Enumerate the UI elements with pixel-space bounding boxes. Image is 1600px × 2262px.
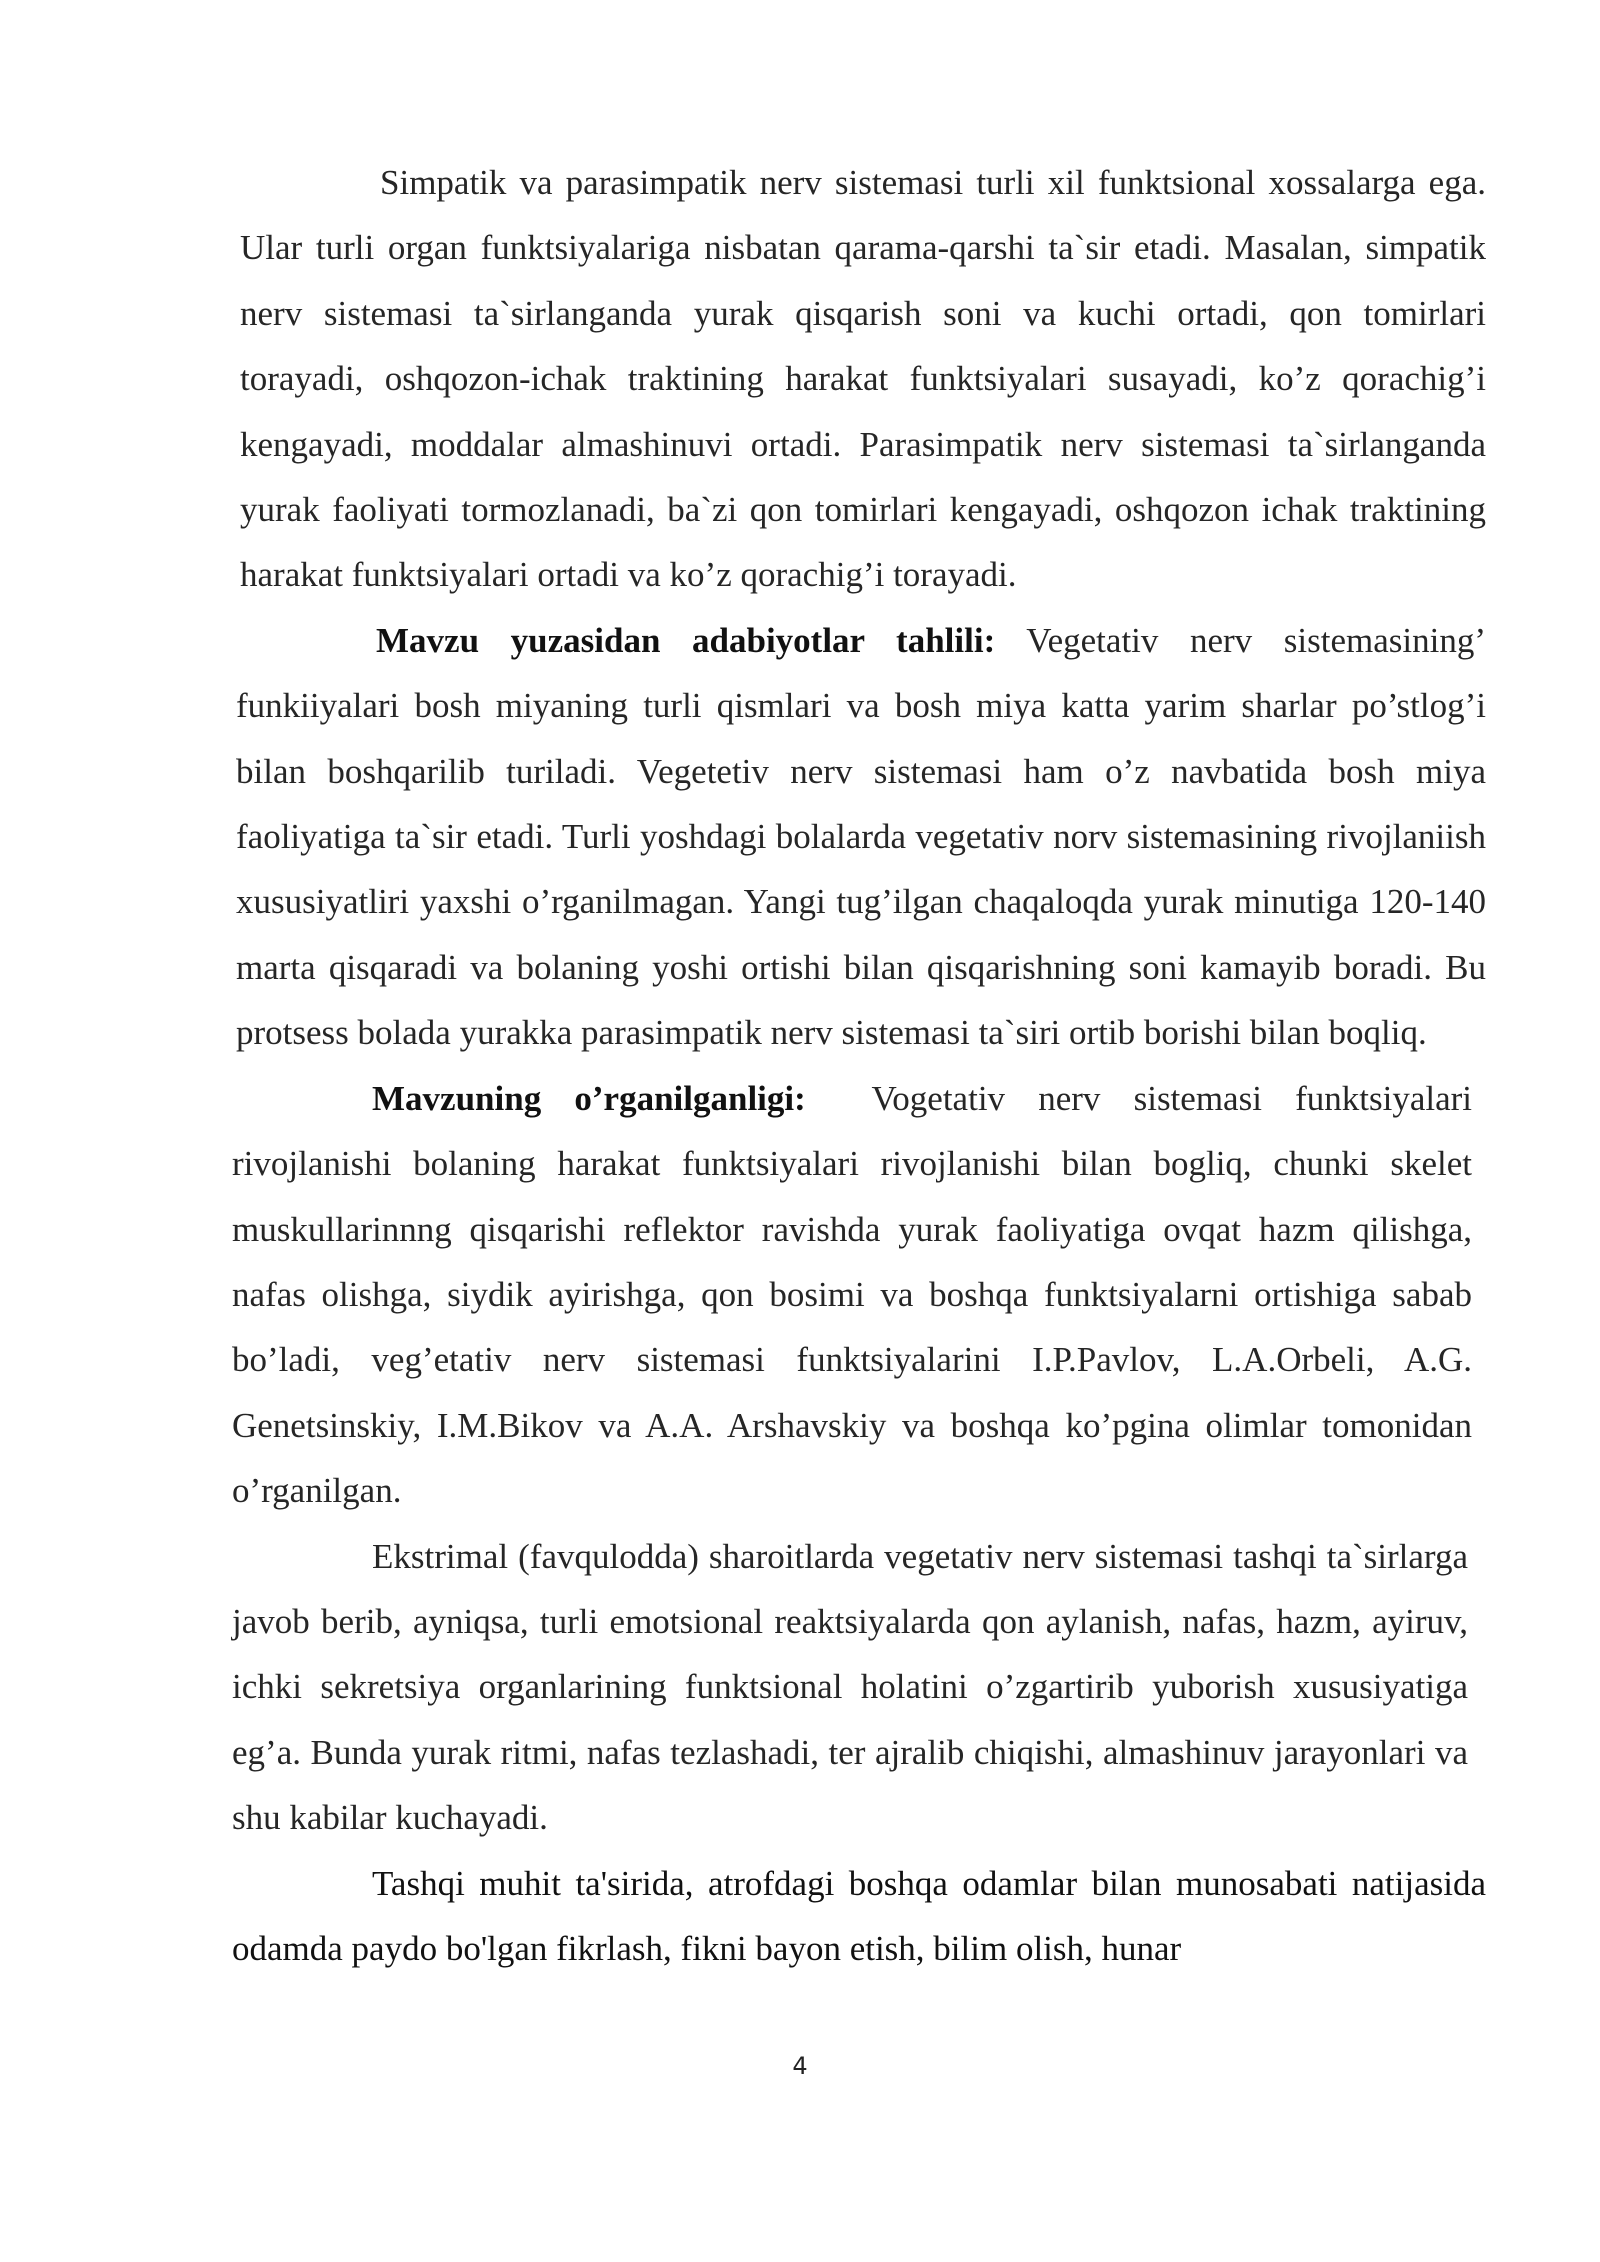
paragraph-text: Vogetativ nerv sistemasi funktsiyalari rivojlanishi bolaning harakat funktsiyalari rivojlanishi bilan bogliq, chunki skelet muskullarinnng qisqarishi reflektor ravishda yurak faoliyatiga ovqat hazm qilishga, nafas olishga, siydik ayirishga, qon bosimi va boshqa funktsiyalarni ortishiga sabab bo’ladi, veg’etativ nerv sistemasi funktsiyalarini I.P.Pavlov, L.A.Orbeli, A.G. Genetsinskiy, I.M.Bikov va A.A. Arshavskiy va boshqa ko’pgina olimlar tomonidan o’rganilgan.: [232, 1078, 1473, 1511]
paragraph-topic-study: [232, 1066, 1472, 1524]
paragraph-text: Simpatik va parasimpatik nerv sistemasi turli xil funktsional xossalarga ega. Ular turli organ funktsiyalariga nisbatan qarama-qarshi ta`sir etadi. Masalan, simpatik nerv sistemasi ta`sirlanganda yurak qisqarish soni va kuchi ortadi, qon tomirlari torayadi, oshqozon-ichak traktining harakat funktsiyalari susayadi, ko’z qorachig’i kengayadi, moddalar almashinuvi ortadi. Parasimpatik nerv sistemasi ta`sirlanganda yurak faoliyati tormozlanadi, ba`zi qon tomirlari kengayadi, oshqozon ichak traktining harakat funktsiyalari ortadi va ko’z qorachig’i torayadi.: [240, 163, 1486, 595]
paragraph-text: Vegetativ nerv sistemasining’ funkiiyalari bosh miyaning turli qismlari va bosh miya katta yarim sharlar po’stlog’i bilan boshqarilib turiladi. Vegetetiv nerv sistemasi ham o’z navbatida bosh miya faoliyatiga ta`sir etadi. Turli yoshdagi bolalarda vegetativ norv sistemasining rivojlaniish xususiyatliri yaxshi o’rganilmagan. Yangi tug’ilgan chaqaloqda yurak minutiga 120-140 marta qisqaradi va bolaning yoshi ortishi bilan qisqarishning soni kamayib boradi. Bu protsess bolada yurakka parasimpatik nerv sistemasi ta`siri ortib borishi bilan boqliq.: [236, 620, 1486, 1053]
paragraph-external-environment: [232, 1851, 1486, 1982]
section-heading-literature-review: Mavzu yuzasidan adabiyotlar tahlili:: [376, 620, 996, 660]
paragraph-literature-review: [236, 608, 1486, 1066]
page-number: 4: [792, 2052, 808, 2080]
paragraph-text: Ekstrimal (favqulodda) sharoitlarda vegetativ nerv sistemasi tashqi ta`sirlarga javob berib, ayniqsa, turli emotsional reaktsiyalarda qon aylanish, nafas, hazm, ayiruv, ichki sekretsiya organlarining funktsional holatini o’zgartirib yuborish xususiyatiga eg’a. Bunda yurak ritmi, nafas tezlashadi, ter ajralib chiqishi, almashinuv jarayonlari va shu kabilar kuchayadi.: [232, 1536, 1468, 1838]
paragraph-autonomic-properties: [240, 150, 1486, 608]
section-heading-topic-study: Mavzuning o’rganilganligi:: [372, 1078, 806, 1118]
paragraph-text: Tashqi muhit ta'sirida, atrofdagi boshqa odamlar bilan munosabati natijasida odamda paydo bo'lgan fikrlash, fikni bayon etish, bilim olish, hunar: [232, 1863, 1486, 1968]
paragraph-extreme-conditions: [232, 1524, 1468, 1851]
document-body: [232, 150, 1486, 1981]
